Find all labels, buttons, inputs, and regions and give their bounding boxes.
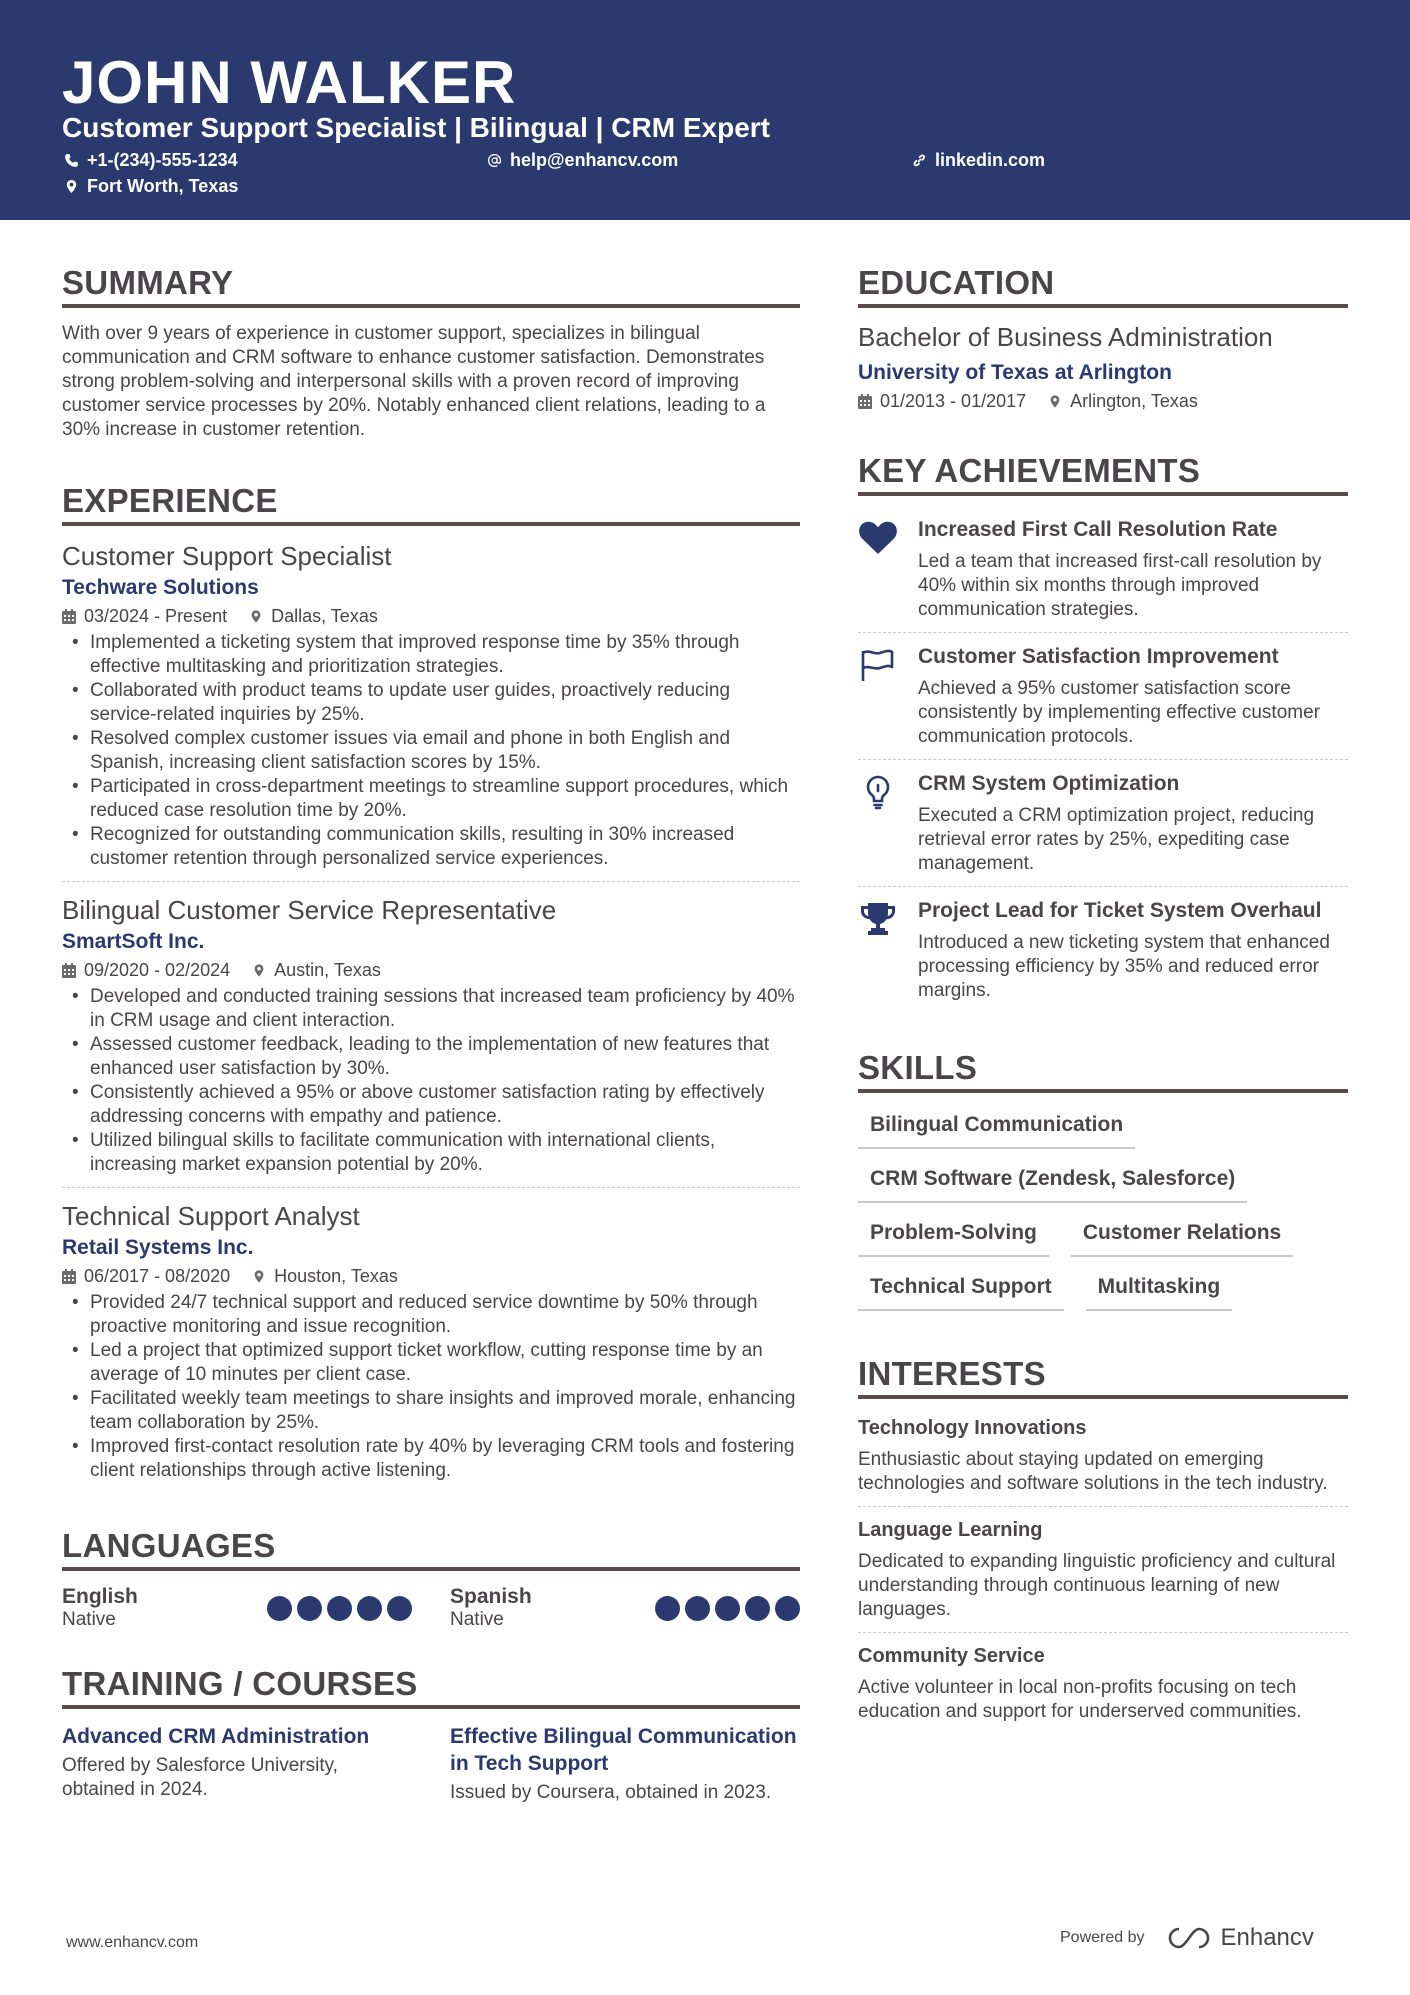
training-list <box>62 1723 800 1805</box>
language-item <box>62 1585 412 1631</box>
location-pin-icon <box>252 963 266 978</box>
company-name: SmartSoft Inc. <box>62 930 205 953</box>
job-bullet: • Recognized for outstanding communication skills, resulting in 30% increased customer retention through personalized service experiences. <box>62 823 800 871</box>
rating-dot <box>775 1596 800 1621</box>
job-title: Technical Support Analyst <box>62 1201 360 1231</box>
achievement-description: Introduced a new ticketing system that enhanced processing efficiency by 35% and reduced error margins. <box>918 932 1330 1001</box>
right-column <box>858 264 1348 1734</box>
rating-dot <box>327 1596 352 1621</box>
location-pin-icon <box>252 1269 266 1284</box>
flag-icon <box>858 647 898 683</box>
job-location: Houston, Texas <box>274 1266 398 1286</box>
company-name: Techware Solutions <box>62 576 259 599</box>
candidate-name: JOHN WALKER <box>62 49 517 116</box>
training-section <box>62 1665 800 1805</box>
job-bullet: • Resolved complex customer issues via email and phone in both English and Spanish, increasing client satisfaction scores by 15%. <box>62 727 800 775</box>
interests-heading: INTERESTS <box>858 1355 1348 1399</box>
course-description: Offered by Salesforce University, obtained in 2024. <box>62 1755 338 1800</box>
achievement-item <box>858 632 1348 759</box>
school-name: University of Texas at Arlington <box>858 361 1172 384</box>
job-meta <box>62 1266 800 1287</box>
interest-title: Language Learning <box>858 1519 1043 1541</box>
training-heading: TRAINING / COURSES <box>62 1665 800 1709</box>
job-location: Dallas, Texas <box>271 606 378 626</box>
achievement-description: Achieved a 95% customer satisfaction score consistently by implementing effective customer communication protocols. <box>918 678 1320 747</box>
lightbulb-icon <box>858 774 898 810</box>
rating-dot <box>745 1596 770 1621</box>
contact-email[interactable] <box>487 150 678 171</box>
link-icon <box>912 153 927 168</box>
job-title: Customer Support Specialist <box>62 541 392 571</box>
skill-tag: CRM Software (Zendesk, Salesforce) <box>858 1161 1247 1203</box>
candidate-headline: Customer Support Specialist | Bilingual | CRM Expert <box>62 112 770 143</box>
powered-by-label: Powered by <box>1060 1929 1145 1946</box>
interest-item <box>858 1632 1348 1734</box>
achievement-title: Customer Satisfaction Improvement <box>918 645 1279 668</box>
interest-title: Community Service <box>858 1645 1045 1667</box>
language-rating <box>267 1596 412 1621</box>
skills-heading: SKILLS <box>858 1049 1348 1093</box>
job-bullets <box>62 1291 800 1483</box>
achievement-item <box>858 510 1348 632</box>
job-dates: 06/2017 - 08/2020 <box>84 1266 231 1286</box>
languages-list <box>62 1585 800 1631</box>
education-meta <box>858 391 1348 412</box>
achievement-item <box>858 759 1348 886</box>
experience-entry <box>62 1187 800 1493</box>
achievement-title: Project Lead for Ticket System Overhaul <box>918 899 1322 922</box>
trophy-icon <box>858 901 898 937</box>
skills-list <box>858 1107 1348 1311</box>
language-rating <box>655 1596 800 1621</box>
interest-description: Dedicated to expanding linguistic proficiency and cultural understanding through continuous learning of new languages. <box>858 1551 1336 1620</box>
job-dates: 03/2024 - Present <box>84 606 228 626</box>
job-bullet: • Provided 24/7 technical support and reduced service downtime by 50% through proactive monitoring and issue recognition. <box>62 1291 800 1339</box>
job-bullet: • Facilitated weekly team meetings to share insights and improved morale, enhancing team collaboration by 25%. <box>62 1387 800 1435</box>
languages-section <box>62 1527 800 1631</box>
job-bullet: • Participated in cross-department meetings to streamline support procedures, which reduced case resolution time by 20%. <box>62 775 800 823</box>
footer-website[interactable]: www.enhancv.com <box>66 1934 199 1951</box>
company-name: Retail Systems Inc. <box>62 1236 254 1259</box>
rating-dot <box>267 1596 292 1621</box>
job-bullet: • Improved first-contact resolution rate by 40% by leveraging CRM tools and fostering client relationships through active listening. <box>62 1435 800 1483</box>
job-location: Austin, Texas <box>274 960 381 980</box>
location-text: Fort Worth, Texas <box>87 176 239 196</box>
achievements-heading: KEY ACHIEVEMENTS <box>858 452 1348 496</box>
job-bullet: • Consistently achieved a 95% or above customer satisfaction rating by effectively addressing concerns with empathy and patience. <box>62 1081 800 1129</box>
skills-section <box>858 1049 1348 1311</box>
brand-name: Enhancv <box>1220 1924 1314 1951</box>
course-title: Advanced CRM Administration <box>62 1725 370 1748</box>
left-column <box>62 264 800 1805</box>
interests-section <box>858 1355 1348 1734</box>
interest-description: Active volunteer in local non-profits focusing on tech education and support for underserved communities. <box>858 1677 1302 1722</box>
language-name: English <box>62 1585 138 1608</box>
job-bullets <box>62 985 800 1177</box>
job-meta <box>62 606 800 627</box>
summary-section <box>62 264 800 442</box>
location-pin-icon <box>249 609 263 624</box>
rating-dot <box>387 1596 412 1621</box>
course-item <box>62 1723 412 1805</box>
education-dates: 01/2013 - 01/2017 <box>880 391 1027 411</box>
resume-header <box>0 0 1410 220</box>
achievement-description: Led a team that increased first-call resolution by 40% within six months through improved communication strategies. <box>918 551 1322 620</box>
rating-dot <box>685 1596 710 1621</box>
languages-heading: LANGUAGES <box>62 1527 800 1571</box>
job-bullet: • Assessed customer feedback, leading to the implementation of new features that enhanced user satisfaction by 30%. <box>62 1033 800 1081</box>
rating-dot <box>715 1596 740 1621</box>
achievement-title: Increased First Call Resolution Rate <box>918 518 1278 541</box>
contact-location <box>64 176 238 197</box>
language-level: Native <box>450 1609 504 1630</box>
experience-entry <box>62 540 800 881</box>
phone-icon <box>64 153 79 168</box>
job-bullet: • Utilized bilingual skills to facilitate communication with international clients, increasing market expansion potential by 20%. <box>62 1129 800 1177</box>
job-dates: 09/2020 - 02/2024 <box>84 960 231 980</box>
rating-dot <box>655 1596 680 1621</box>
enhancv-logo-icon <box>1165 1925 1213 1951</box>
achievements-section <box>858 452 1348 1013</box>
brand-logo[interactable] <box>1165 1924 1314 1952</box>
achievement-description: Executed a CRM optimization project, reducing retrieval error rates by 25%, expediting case management. <box>918 805 1315 874</box>
skill-tag: Technical Support <box>858 1269 1064 1311</box>
course-item <box>450 1723 800 1805</box>
interest-description: Enthusiastic about staying updated on emerging technologies and software solutions in the tech industry. <box>858 1449 1328 1494</box>
phone-text: +1-(234)-555-1234 <box>87 150 238 170</box>
degree-title: Bachelor of Business Administration <box>858 322 1273 352</box>
education-section <box>858 264 1348 412</box>
calendar-icon <box>858 394 872 409</box>
summary-heading: SUMMARY <box>62 264 800 308</box>
experience-section <box>62 482 800 1493</box>
skill-tag: Problem-Solving <box>858 1215 1049 1257</box>
website-text: linkedin.com <box>935 150 1046 170</box>
summary-text: With over 9 years of experience in customer support, specializes in bilingual communication and CRM software to enhance customer satisfaction. Demonstrates strong problem-solving and interpersonal skills with a proven record of improving customer service processes by 20%. Notably enhanced client relations, leading to a 30% increase in customer retention. <box>62 323 766 440</box>
achievement-item <box>858 886 1348 1013</box>
rating-dot <box>297 1596 322 1621</box>
footer-branding <box>1060 1924 1314 1952</box>
achievement-title: CRM System Optimization <box>918 772 1180 795</box>
language-name: Spanish <box>450 1585 532 1608</box>
job-bullet: • Developed and conducted training sessions that increased team proficiency by 40% in CRM usage and client interaction. <box>62 985 800 1033</box>
job-bullet: • Implemented a ticketing system that improved response time by 35% through effective multitasking and prioritization strategies. <box>62 631 800 679</box>
experience-heading: EXPERIENCE <box>62 482 800 526</box>
location-pin-icon <box>64 179 79 194</box>
rating-dot <box>357 1596 382 1621</box>
calendar-icon <box>62 963 76 978</box>
job-title: Bilingual Customer Service Representative <box>62 895 557 925</box>
calendar-icon <box>62 609 76 624</box>
job-meta <box>62 960 800 981</box>
job-bullet: • Collaborated with product teams to update user guides, proactively reducing service-related inquiries by 25%. <box>62 679 800 727</box>
experience-entry <box>62 881 800 1187</box>
course-description: Issued by Coursera, obtained in 2023. <box>450 1782 772 1803</box>
interest-title: Technology Innovations <box>858 1417 1087 1439</box>
heart-icon <box>858 520 898 556</box>
language-item <box>450 1585 800 1631</box>
interest-item <box>858 1506 1348 1632</box>
skill-tag: Bilingual Communication <box>858 1107 1135 1149</box>
interest-item <box>858 1413 1348 1506</box>
education-location: Arlington, Texas <box>1070 391 1198 411</box>
education-heading: EDUCATION <box>858 264 1348 308</box>
contact-phone[interactable] <box>64 150 238 171</box>
job-bullet: • Led a project that optimized support ticket workflow, cutting response time by an average of 10 minutes per client case. <box>62 1339 800 1387</box>
job-bullets <box>62 631 800 871</box>
calendar-icon <box>62 1269 76 1284</box>
at-icon <box>487 153 502 168</box>
skill-tag: Customer Relations <box>1071 1215 1293 1257</box>
email-text: help@enhancv.com <box>510 150 679 170</box>
contact-website[interactable] <box>912 150 1045 171</box>
skill-tag: Multitasking <box>1086 1269 1233 1311</box>
language-level: Native <box>62 1609 116 1630</box>
course-title: Effective Bilingual Communication in Tech Support <box>450 1725 797 1775</box>
location-pin-icon <box>1048 394 1062 409</box>
